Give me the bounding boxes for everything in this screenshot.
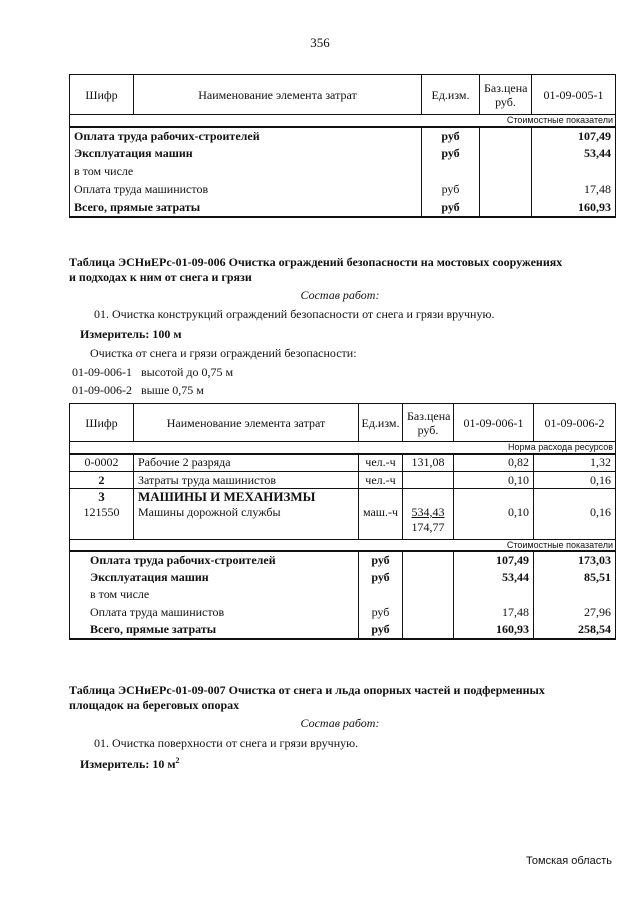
table-row: Эксплуатация машин руб 53,44 [70, 145, 616, 163]
table-row: в том числе [70, 586, 616, 603]
col-header-price: Баз.цена руб. [480, 75, 532, 115]
variant-line: 01-09-006-1 высотой до 0,75 м [72, 365, 234, 379]
section-cost: Стоимостные показатели [534, 539, 616, 551]
table-row: Оплата труда рабочих-строителей руб 107,49 173,03 [70, 551, 616, 569]
table-row: Всего, прямые затраты руб 160,93 [70, 199, 616, 217]
table-title-01-09-006: Таблица ЭСНиЕРс-01-09-006 Очистка ограждений безопасности на мостовых сооружениях [69, 255, 563, 269]
table-row: Оплата труда машинистов руб 17,48 27,96 [70, 603, 616, 621]
table-title-01-09-006-line2: и подходах к ним от снега и грязи [69, 270, 252, 284]
col-header-variant-2: 01-09-006-2 [534, 404, 616, 442]
description: Очистка от снега и грязи ограждений безопасности: [90, 346, 357, 360]
table-row: Эксплуатация машин руб 53,44 85,51 [70, 569, 616, 586]
col-header-unit: Ед.изм. [422, 75, 480, 115]
page-number: 356 [310, 35, 330, 50]
table-title-01-09-007-line2: площадок на береговых опорах [69, 698, 240, 712]
table-01-09-005 [69, 74, 616, 218]
col-header-variant-1: 01-09-006-1 [454, 404, 534, 442]
col-header-name: Наименование элемента затрат [134, 404, 359, 442]
table-row: Оплата труда машинистов руб 17,48 [70, 181, 616, 199]
table-row: Всего, прямые затраты руб 160,93 258,54 [70, 621, 616, 639]
table-row: 121550 Машины дорожной службы маш.-ч 534,43 174,77 0,10 0,16 [70, 505, 616, 539]
work-composition-item: 01. Очистка поверхности от снега и грязи вручную. [94, 736, 359, 750]
section-cost: Стоимостные показатели [532, 115, 616, 127]
col-header-code: Шифр [70, 75, 134, 115]
variant-line: 01-09-006-2 выше 0,75 м [72, 383, 204, 397]
table-row: в том числе [70, 163, 616, 181]
section-norm: Норма расхода ресурсов [534, 442, 616, 454]
work-composition-heading: Состав работ: [300, 288, 380, 302]
table-row: 2 Затраты труда машинистов чел.-ч 0,10 0,16 [70, 472, 616, 489]
table-01-09-006 [69, 403, 616, 640]
table-row: 3 МАШИНЫ И МЕХАНИЗМЫ [70, 489, 616, 506]
meter: Измеритель: 100 м [80, 327, 182, 341]
work-composition-heading: Состав работ: [300, 716, 380, 730]
table-title-01-09-007: Таблица ЭСНиЕРс-01-09-007 Очистка от снега и льда опорных частей и подферменных [69, 683, 545, 697]
region-footer: Томская область [526, 855, 612, 867]
col-header-price: Баз.цена руб. [403, 404, 454, 442]
col-header-name: Наименование элемента затрат [134, 75, 422, 115]
meter: Измеритель: 10 $м^2$ [80, 756, 180, 771]
col-header-unit: Ед.изм. [359, 404, 403, 442]
table-row: Оплата труда рабочих-строителей руб 107,49 [70, 127, 616, 145]
col-header-variant: 01-09-005-1 [532, 75, 616, 115]
col-header-code: Шифр [70, 404, 134, 442]
table-row: 0-0002 Рабочие 2 разряда чел.-ч 131,08 0,82 1,32 [70, 454, 616, 472]
work-composition-item: 01. Очистка конструкций ограждений безопасности от снега и грязи вручную. [94, 307, 495, 321]
